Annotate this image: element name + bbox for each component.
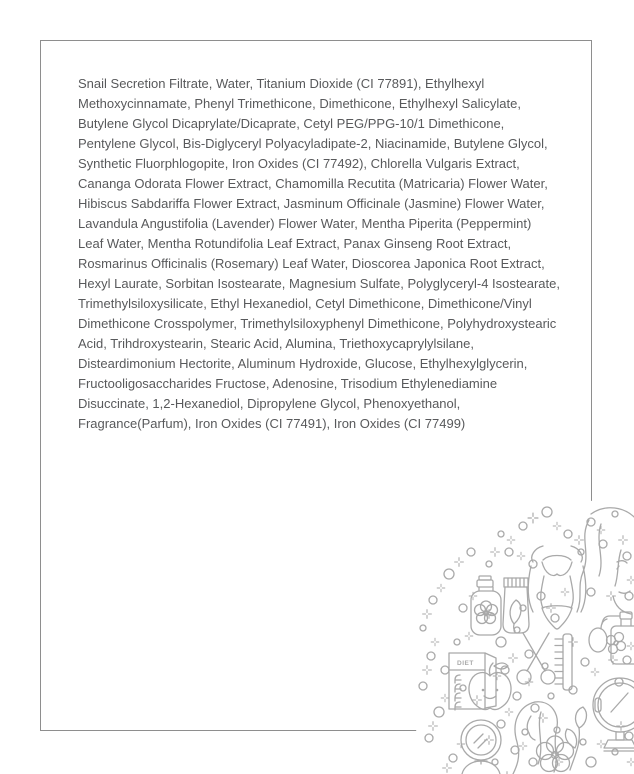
vanity-mirror-icon <box>593 678 634 751</box>
diet-label: DIET <box>457 660 474 667</box>
bubbles-pattern <box>419 507 633 774</box>
cosmetic-bottle-icon <box>471 576 501 635</box>
ingredients-text: Snail Secretion Filtrate, Water, Titanium Dioxide (CI 77891), Ethylhexyl Methoxycinnamate, Phenyl Trimethicone, Dimethicone, Ethylhexyl Salicylate, Butylene Glycol Dicaprylate/Dicaprate, Cetyl PEG/PPG-10/1 Dimethicone, Pentylene Glycol, Bis-Diglyceryl Polyacyladipate-2, Niacinamide, Butylene Glycol, Synthetic Fluorphlogopite, Iron Oxides (CI 77492), Chlorella Vulgaris Extract, Cananga Odorata Flower Extract, Chamomilla Recutita (Matricaria) Flower Water, Hibiscus Sabdariffa Flower Extract, Jasminum Officinale (Jasmine) Flower Water, Lavandula Angustifolia (Lavender) Flower Water, Mentha Piperita (Peppermint) Leaf Water, Mentha Rotundifolia Leaf Extract, Panax Ginseng Root Extract, Rosmarinus Officinalis (Rosemary) Leaf Water, Dioscorea Japonica Root Extract, Hexyl Laurate, Sorbitan Isostearate, Magnesium Sulfate, Polyglyceryl-4 Isostearate, Trimethylsiloxysilicate, Ethyl Hexanediol, Cetyl Dimethicone, Dimethicone/Vinyl Dimethicone Crosspolymer, Trimethylsiloxyphenyl Dimethicone, Polyhydroxystearic Acid, Trihdroxystearin, Stearic Acid, Alumina, Triethoxycaprylylsilane, Disteardimonium Hectorite, Aluminum Hydroxide, Glucose, Ethylhexylglycerin, Fructooligosaccharides Fructose, Adenosine, Trisodium Ethylenediamine Disuccinate, 1,2-Hexanediol, Dipropylene Glycol, Phenoxyethanol, Fragrance(Parfum), Iron Oxides (CI 77491), Iron Oxides (CI 77499) <box>78 76 560 431</box>
compact-mirror-icon <box>461 720 501 774</box>
scissors-icon <box>517 633 555 684</box>
beauty-icons-illustration <box>405 500 634 774</box>
bikini-body-icon <box>528 546 586 629</box>
